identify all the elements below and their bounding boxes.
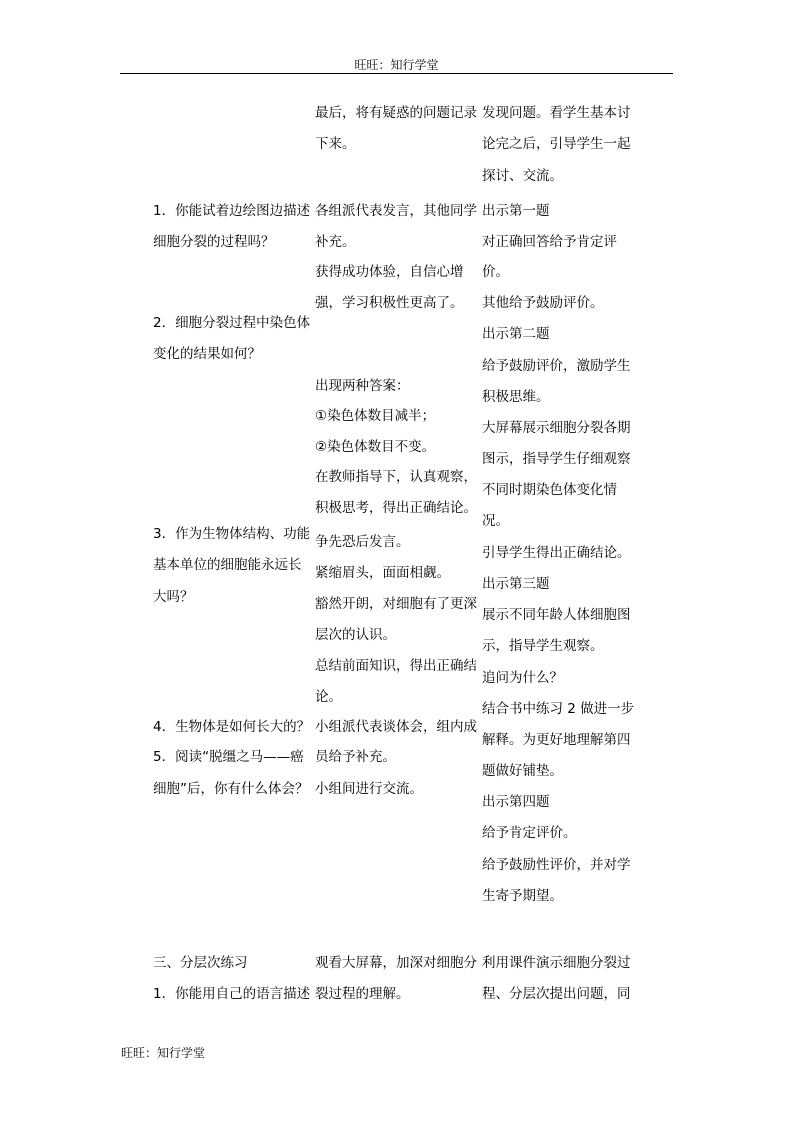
text-line: 层次的认识。 [315, 627, 396, 643]
header-rule [120, 73, 673, 74]
text-line: 不同时期染色体变化情 [482, 482, 617, 498]
text-line: 在教师指导下，认真观察， [315, 469, 477, 485]
text-line: 豁然开朗，对细胞有了更深 [315, 596, 477, 612]
text-line: 其他给予鼓励评价。 [482, 295, 604, 311]
text-line: 3．作为生物体结构、功能 [153, 526, 311, 542]
text-line: 基本单位的细胞能永远长 [153, 557, 302, 573]
text-line: 引导学生得出正确结论。 [482, 545, 631, 561]
text-line: 小组派代表谈体会，组内成 [315, 719, 477, 735]
text-line: 下来。 [315, 136, 356, 152]
text-line: 价。 [482, 264, 509, 280]
text-line: 出现两种答案： [315, 378, 410, 394]
text-line: 员给予补充。 [315, 749, 396, 765]
text-line: 细胞分裂的过程吗？ [153, 234, 275, 250]
text-line: 变化的结果如何？ [153, 346, 261, 362]
text-line: 给予肯定评价。 [482, 825, 577, 841]
text-line: 各组派代表发言，其他同学 [315, 203, 477, 219]
page-footer: 旺旺：知行学堂 [121, 1046, 206, 1060]
text-line: 2．细胞分裂过程中染色体 [153, 315, 311, 331]
text-line: 最后，将有疑惑的问题记录 [315, 105, 477, 121]
text-line: 示，指导学生观察。 [482, 638, 604, 654]
text-line: 强，学习积极性更高了。 [315, 295, 464, 311]
text-line: 利用课件演示细胞分裂过 [482, 955, 631, 971]
text-line: 发现问题。看学生基本讨 [482, 105, 631, 121]
text-line: 紧缩眉头，面面相觑。 [315, 565, 450, 581]
text-line: 探讨、交流。 [482, 168, 563, 184]
text-line: 况。 [482, 513, 509, 529]
text-line: 总结前面知识，得出正确结 [315, 658, 477, 674]
text-line: 1．你能用自己的语言描述 [153, 986, 311, 1002]
text-line: 出示第三题 [482, 576, 550, 592]
text-line: 出示第二题 [482, 326, 550, 342]
text-line: 题做好铺垫。 [482, 763, 563, 779]
text-line: 细胞”后，你有什么体会？ [153, 781, 309, 797]
text-line: ①染色体数目减半； [315, 408, 436, 424]
text-line: 大吗？ [153, 589, 194, 605]
text-line: 获得成功体验，自信心增 [315, 264, 464, 280]
text-line: 给予鼓励评价，激励学生 [482, 358, 631, 374]
text-line: 论。 [315, 689, 342, 705]
text-line: 1．你能试着边绘图边描述 [153, 203, 311, 219]
page-header: 旺旺：知行学堂 [354, 58, 439, 72]
text-line: 三、分层次练习 [153, 955, 248, 971]
text-line: 出示第一题 [482, 203, 550, 219]
text-line: 图示，指导学生仔细观察 [482, 451, 631, 467]
text-line: 补充。 [315, 234, 356, 250]
text-line: 给予鼓励性评价，并对学 [482, 857, 631, 873]
text-line: 结合书中练习 2 做进一步 [482, 701, 635, 717]
text-line: 4．生物体是如何长大的？ [153, 719, 311, 735]
text-line: ②染色体数目不变。 [315, 439, 436, 455]
text-line: 解释。为更好地理解第四 [482, 732, 631, 748]
text-line: 小组间进行交流。 [315, 781, 423, 797]
text-line: 程、分层次提出问题，同 [482, 986, 631, 1002]
text-line: 出示第四题 [482, 794, 550, 810]
text-line: 生寄予期望。 [482, 888, 563, 904]
text-line: 积极思维。 [482, 389, 550, 405]
text-line: 5．阅读“脱缰之马——癌 [153, 749, 304, 765]
text-line: 争先恐后发言。 [315, 534, 410, 550]
text-line: 对正确回答给予肯定评 [482, 234, 617, 250]
text-line: 论完之后，引导学生一起 [482, 136, 631, 152]
text-line: 大屏幕展示细胞分裂各期 [482, 420, 631, 436]
text-line: 追问为什么？ [482, 670, 563, 686]
text-line: 裂过程的理解。 [315, 986, 410, 1002]
text-line: 展示不同年龄人体细胞图 [482, 607, 631, 623]
text-line: 观看大屏幕，加深对细胞分 [315, 955, 477, 971]
text-line: 积极思考，得出正确结论。 [315, 500, 477, 516]
